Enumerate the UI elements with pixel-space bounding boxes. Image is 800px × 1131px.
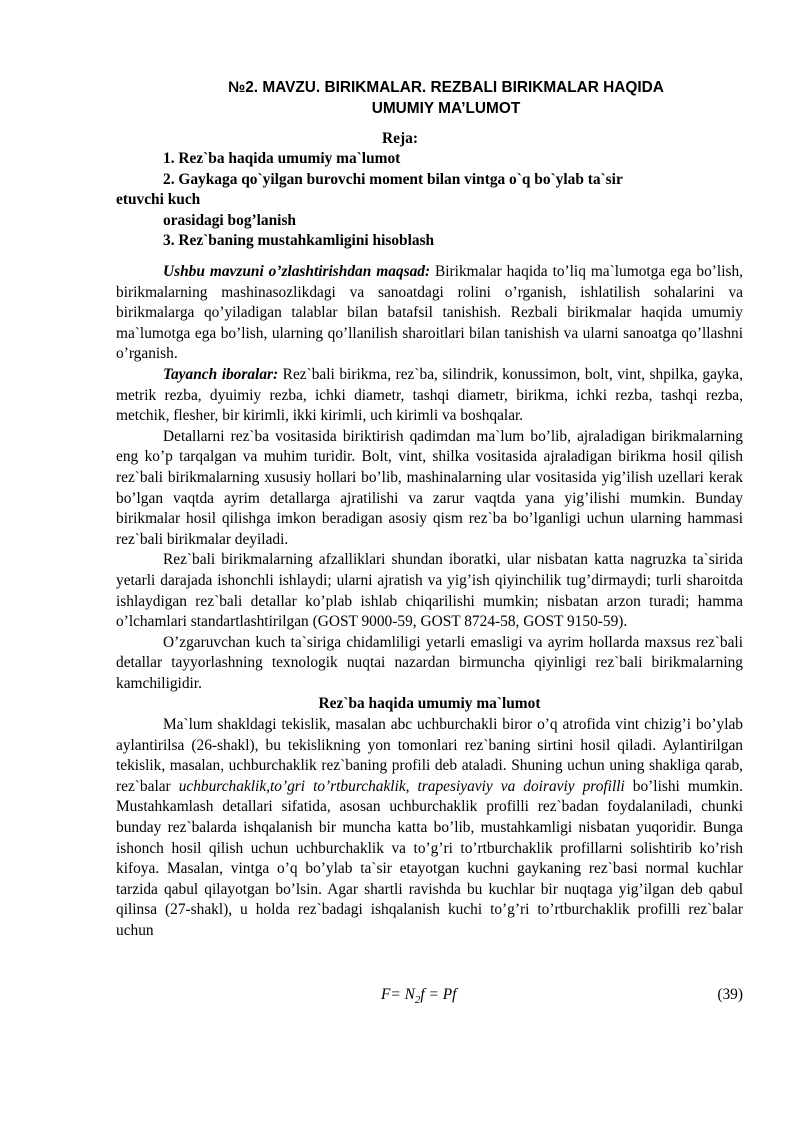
plan-item-2-end: orasidagi bog’lanish xyxy=(163,211,296,229)
keywords-paragraph xyxy=(116,365,743,427)
title-line-1: №2. MAVZU. BIRIKMALAR. REZBALI BIRIKMALAR HAQIDA xyxy=(228,79,664,96)
formula xyxy=(381,985,456,1006)
goal-paragraph xyxy=(116,262,743,365)
paragraph-1: Detallarni rez`ba vositasida biriktirish qadimdan ma`lum bo’lib, ajraladigan birikmalarning eng ko’p tarqalgan va muhim turidir. Bolt, vint, shilka vositasida ajraladigan birikma hosil qilish rez`bali birikmalarning xususiy hollari bo’lib, mashinalarning ular vositasida yig’ilish uzellari kerak bo’lgan vaqtda ayrim detallarga ajratilishi va zarur vaqtda yana yig’ilishi mumkin. Bunday birikmalar hosil qilishga imkon beradigan asosiy qism rez`ba bo’lganligi uchun ularning hammasi rez`bali birikmalar deyiladi. xyxy=(116,427,743,548)
paragraph-3: O’zgaruvchan kuch ta`siriga chidamliligi yetarli emasligi va ayrim hollarda maxsus rez`bali detallar tayyorlashning texnologik nuqtai nazardan birmuncha qiyinligi rez`bali birikmalarning kamchiligidir. xyxy=(116,633,743,692)
formula-rhs: f = Pf xyxy=(420,986,457,1003)
formula-number: (39) xyxy=(717,986,743,1003)
paragraph-4-text-b: bo’lishi mumkin. Mustahkamlash detallari sifatida, asosan uchburchaklik profilli rez`badan foydalaniladi, chunki bunday rez`balarda ishqalanish bir muncha katta bo’lib, mustahkamligi nisbatan yuqoridir. Bunga ishonch hosil qilish uchun uchburchaklik va to’g’ri to’rtburchaklik profillarni solishtirib ko’rish kifoya. Masalan, vintga o’q bo’ylab ta`sir etayotgan kuchni gaykaning rez`basi normal kuchlar tarzida qabul qilayotgan bo’lsin. Agar shartli ravishda bu kuchlar bir nuqtaga yig’ilgan deb qabul qilinsa (27-shakl), u holda rez`badagi ishqalanish kuchi to’g’ri to’rtburchaklik profilli rez`balar uchun xyxy=(116,777,743,939)
formula-subscript: 2 xyxy=(414,994,421,1007)
paragraph-4-text-a: Ma`lum shakldagi tekislik, masalan abc uchburchakli biror o’q atrofida vint chizig’i bo’ylab aylantirilsa (26-shakl), bu tekislikning yon tomonlari rez`baning sirtini hosil qiladi. Aylantirilgan tekislik, masalan, uchburchaklik rez`baning profili deb ataladi. Shuning uchun uning shakliga qarab, rez`balar xyxy=(116,716,743,795)
paragraph-2: Rez`bali birikmalarning afzalliklari shundan iboratki, ular nisbatan katta nagruzka ta`sirida yetarli darajada ishonchli ishlaydi; ularni ajratish va yig’ish qiyinchilik tug’dirmaydi; turli sharoitda ishlaydigan rez`bali detallar ko’plab ishlab chiqarilishi mumkin; nisbatan arzon turadi; hamma o’lchamlari standartlashtirilgan (GOST 9000-59, GOST 8724-58, GOST 9150-59). xyxy=(116,551,743,631)
keywords-lead: Tayanch iboralar: xyxy=(163,365,279,383)
plan-item-3: 3. Rez`baning mustahkamligini hisoblash xyxy=(163,232,435,250)
paragraph-4-emphasis: uchburchaklik,to’gri to’rtburchaklik, trapesiyaviy va doiraviy profilli xyxy=(178,777,625,795)
plan-item-2: 2. Gaykaga qo`yilgan burovchi moment bilan vintga o`q bo`ylab ta`sir xyxy=(163,170,623,188)
title-line-2: UMUMIY MA’LUMOT xyxy=(371,99,521,117)
keywords-text: Rez`bali birikma, rez`ba, silindrik, konussimon, bolt, vint, shpilka, gayka, metrik rezba, dyuimiy rezba, ichki diametr, tashqi diametr, birikma, ichki rezba, tashqi rezba, metchik, flesher, bir kirimli, ikki kirimli, uch kirimli va boshqalar. xyxy=(116,365,743,425)
plan-heading: Reja: xyxy=(382,130,418,147)
section-heading: Rez`ba haqida umumiy ma`lumot xyxy=(318,695,541,713)
goal-text: Birikmalar haqida to’liq ma`lumotga ega bo’lish, birikmalarning mashinasozlikdagi va sanoatdagi rolini o’rganish, ishlatilish sohalarini va birikmalarga qo’yiladigan talablar bilan batafsil tanishish. Rezbali birikmalar haqida umumiy ma`lumotga ega bo’lish, ularning qo’llanilish sharoitlari bilan tanishish va ularni sanoatga qo’llashni o’rganish. xyxy=(116,263,744,363)
plan-item-1: 1. Rez`ba haqida umumiy ma`lumot xyxy=(163,150,401,167)
paragraph-4 xyxy=(116,715,743,942)
formula-lhs: F= N xyxy=(381,986,415,1003)
plan-item-2-continued: etuvchi kuch xyxy=(116,191,201,209)
document-body xyxy=(116,262,743,942)
goal-lead: Ushbu mavzuni o’zlashtirishdan maqsad: xyxy=(163,263,431,280)
plan-list xyxy=(116,149,744,252)
document-title xyxy=(160,78,732,119)
